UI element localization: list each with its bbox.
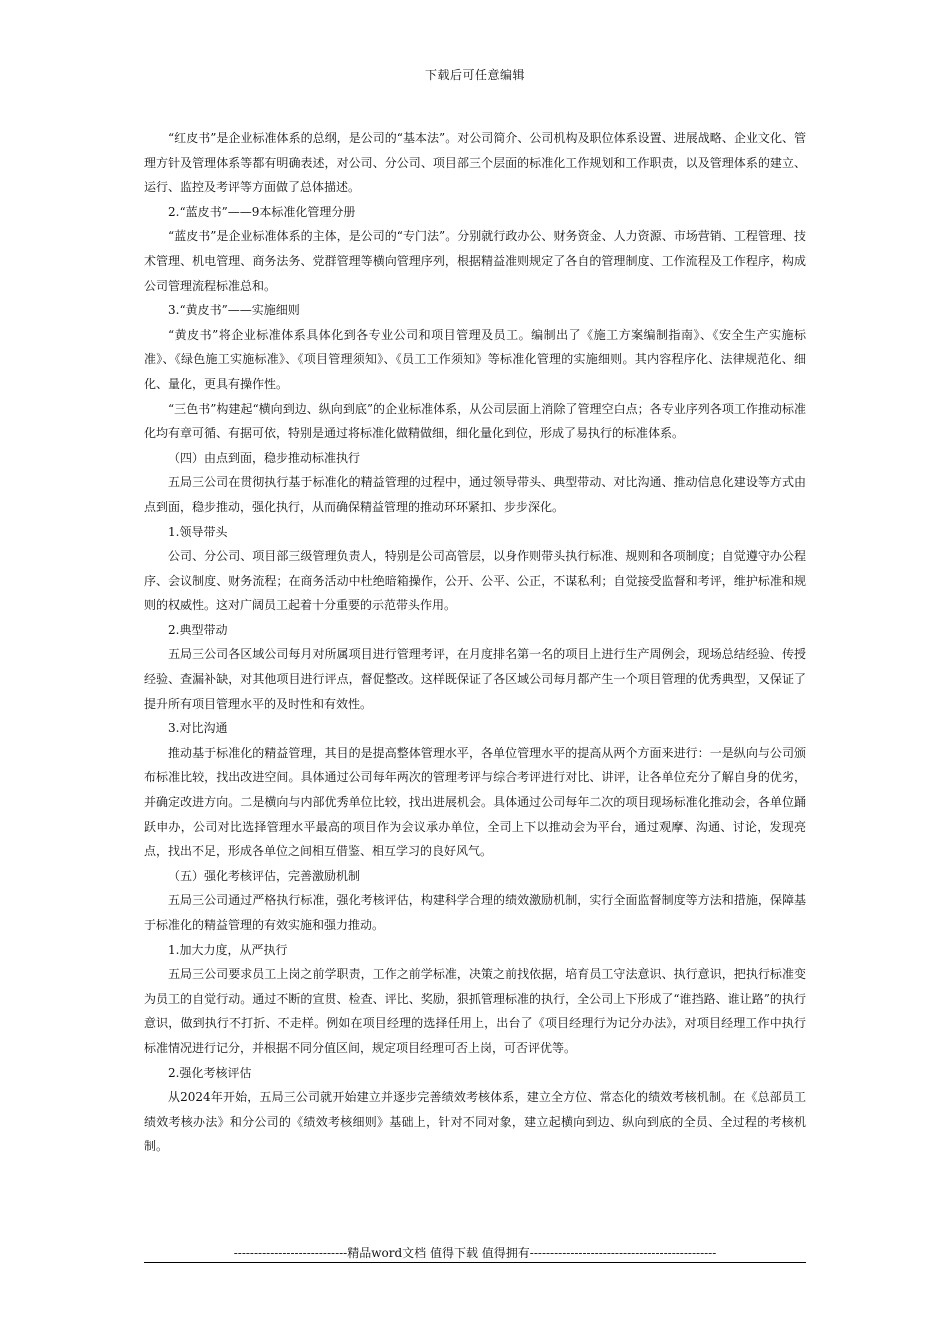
paragraph: “黄皮书”将企业标准体系具体化到各专业公司和项目管理及员工。编制出了《施工方案编制指南》、《安全生产实施标准》、《绿色施工实施标准》、《项目管理须知》、《员工工作须知》等标准化管理的实施细则。其内容程序化、法律规范化、细化、量化，更具有操作性。 (144, 327, 806, 391)
paragraph: 五局三公司在贯彻执行基于标准化的精益管理的过程中，通过领导带头、典型带动、对比沟通、推动信息化建设等方式由点到面，稳步推动，强化执行，从而确保精益管理的推动环环紧扣、步步深化。 (144, 475, 806, 514)
subheading: 2.强化考核评估 (168, 1065, 252, 1080)
section-heading: （五）强化考核评估，完善激励机制 (168, 868, 361, 883)
page-footer: ----------------------------精品word文档 值得下载 值得拥有---------------------------------------------- (233, 1246, 717, 1260)
document-body (144, 126, 806, 1159)
paragraph: 五局三公司通过严格执行标准，强化考核评估，构建科学合理的绩效激励机制，实行全面监督制度等方法和措施，保障基于标准化的精益管理的有效实施和强力推动。 (144, 893, 806, 932)
paragraph: “三色书”构建起“横向到边、纵向到底”的企业标准体系，从公司层面上消除了管理空白点；各专业序列各项工作推动标准化均有章可循、有据可依，特别是通过将标准化做精做细，细化量化到位，形成了易执行的标准体系。 (144, 401, 806, 441)
paragraph: 五局三公司要求员工上岗之前学职责，工作之前学标准，决策之前找依据，培育员工守法意识、执行意识，把执行标准变为员工的自觉行动。通过不断的宣贯、检查、评比、奖励，狠抓管理标准的执行，全公司上下形成了“谁挡路、谁让路”的执行意识，做到执行不打折、不走样。例如在项目经理的选择任用上，出台了《项目经理行为记分办法》，对项目经理工作中执行标准情况进行记分，并根据不同分值区间，规定项目经理可否上岗，可否评优等。 (144, 967, 806, 1055)
paragraph: 推动基于标准化的精益管理，其目的是提高整体管理水平，各单位管理水平的提高从两个方面来进行：一是纵向与公司颁布标准比较，找出改进空间。具体通过公司每年两次的管理考评与综合考评进行对比、讲评，让各单位充分了解自身的优劣，并确定改进方向。二是横向与内部优秀单位比较，找出进展机会。具体通过公司每年二次的项目现场标准化推动会，各单位踊跃申办，公司对比选择管理水平最高的项目作为会议承办单位，全司上下以推动会为平台，通过观摩、沟通、讨论，发现亮点，找出不足，形成各单位之间相互借鉴、相互学习的良好风气。 (144, 745, 806, 859)
page-header: 下载后可任意编辑 (424, 68, 525, 82)
subheading: 2.典型带动 (168, 622, 228, 637)
section-heading: （四）由点到面，稳步推动标准执行 (168, 450, 361, 465)
subheading: 1.领导带头 (168, 524, 228, 539)
subheading: 2.“蓝皮书”——9本标准化管理分册 (168, 204, 356, 219)
paragraph: “蓝皮书”是企业标准体系的主体，是公司的“专门法”。分别就行政办公、财务资金、人力资源、市场营销、工程管理、技术管理、机电管理、商务法务、党群管理等横向管理序列，根据精益准则规定了各自的管理制度、工作流程及工作程序，构成公司管理流程标准总和。 (144, 229, 806, 293)
subheading: 3.“黄皮书”——实施细则 (168, 303, 300, 318)
paragraph: 从2024年开始，五局三公司就开始建立并逐步完善绩效考核体系，建立全方位、常态化的绩效考核机制。在《总部员工绩效考核办法》和分公司的《绩效考核细则》基础上，针对不同对象，建立起横向到边、纵向到底的全员、全过程的考核机制。 (144, 1090, 806, 1154)
footer-divider (144, 1262, 806, 1263)
subheading: 1.加大力度，从严执行 (168, 942, 288, 957)
paragraph: “红皮书”是企业标准体系的总纲，是公司的“基本法”。对公司简介、公司机构及职位体系设置、进展战略、企业文化、管理方针及管理体系等都有明确表述，对公司、分公司、项目部三个层面的标准化工作规划和工作职责，以及管理体系的建立、运行、监控及考评等方面做了总体描述。 (144, 131, 806, 195)
paragraph: 五局三公司各区域公司每月对所属项目进行管理考评，在月度排名第一名的项目上进行生产周例会，现场总结经验、传授经验、查漏补缺，对其他项目进行评点，督促整改。这样既保证了各区域公司每月都产生一个项目管理的优秀典型，又保证了提升所有项目管理水平的及时性和有效性。 (144, 647, 806, 711)
subheading: 3.对比沟通 (168, 721, 228, 736)
paragraph: 公司、分公司、项目部三级管理负责人，特别是公司高管层，以身作则带头执行标准、规则和各项制度；自觉遵守办公程序、会议制度、财务流程；在商务活动中杜绝暗箱操作，公开、公平、公正，不谋私利；自觉接受监督和考评，维护标准和规则的权威性。这对广阔员工起着十分重要的示范带头作用。 (144, 549, 806, 613)
